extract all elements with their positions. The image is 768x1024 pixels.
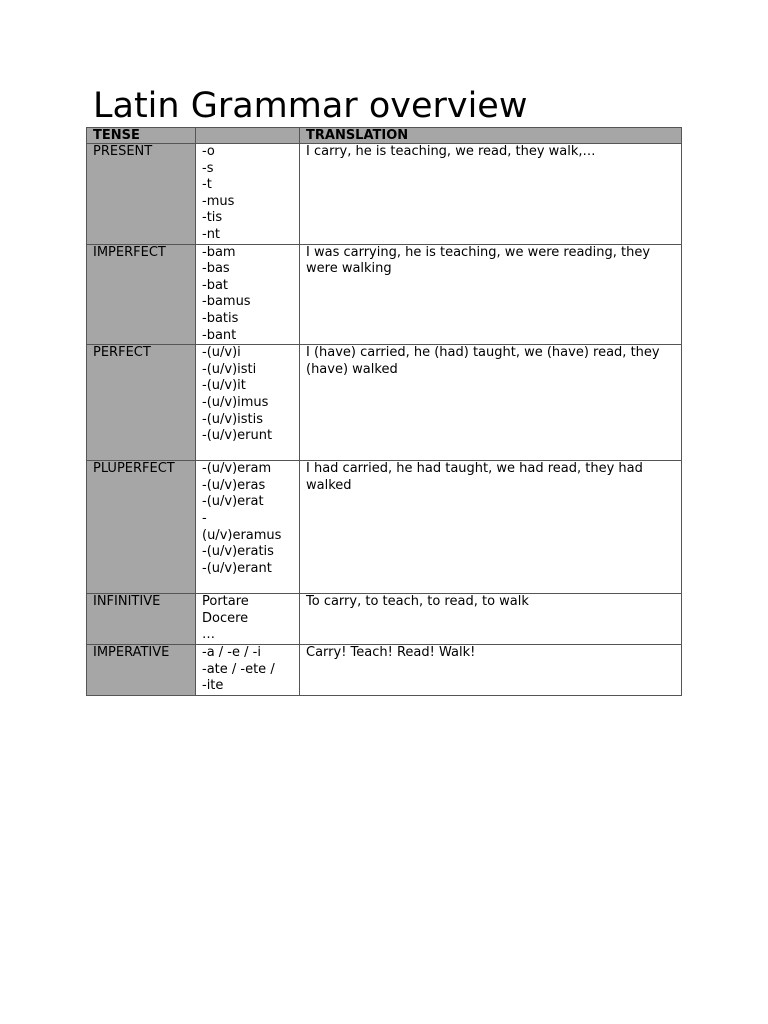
ending-item: -ate / -ete / — [202, 661, 275, 677]
translation-cell: Carry! Teach! Read! Walk! — [300, 644, 682, 695]
endings-cell — [196, 345, 300, 461]
translation-cell: To carry, to teach, to read, to walk — [300, 594, 682, 645]
table-row — [87, 461, 682, 594]
ending-item: -ite — [202, 678, 224, 694]
translation-cell: I (have) carried, he (had) taught, we (have) read, they (have) walked — [300, 345, 682, 461]
ending-item: -bant — [202, 327, 237, 343]
ending-item: … — [202, 627, 215, 643]
ending-item: -(u/v)erant — [202, 560, 272, 576]
ending-item: -(u/v)imus — [202, 394, 269, 410]
tense-cell: INFINITIVE — [87, 594, 196, 645]
ending-item: -(u/v)it — [202, 378, 246, 394]
tense-cell: PLUPERFECT — [87, 461, 196, 594]
table-row — [87, 644, 682, 695]
ending-item: -(u/v)erat — [202, 494, 264, 510]
endings-cell — [196, 644, 300, 695]
page-title: Latin Grammar overview — [93, 86, 528, 126]
ending-item: -(u/v)erunt — [202, 428, 273, 444]
table-row — [87, 594, 682, 645]
endings-cell — [196, 244, 300, 345]
table-row — [87, 244, 682, 345]
ending-item: -o — [202, 144, 215, 159]
translation-cell: I had carried, he had taught, we had read, they had walked — [300, 461, 682, 594]
tense-cell: IMPERFECT — [87, 244, 196, 345]
ending-item: -batis — [202, 310, 239, 326]
ending-item: -bas — [202, 261, 230, 277]
ending-item: -(u/v)istis — [202, 411, 264, 427]
ending-item: -bam — [202, 244, 236, 260]
table-header-row — [87, 128, 682, 144]
tense-cell: PERFECT — [87, 345, 196, 461]
ending-item: -(u/v)eras — [202, 477, 266, 493]
ending-item: -(u/v)i — [202, 345, 241, 361]
ending-item: -tis — [202, 210, 223, 226]
table-row — [87, 144, 682, 245]
ending-item: -(u/v)isti — [202, 361, 257, 377]
grammar-table — [86, 127, 682, 696]
ending-item: -mus — [202, 193, 235, 209]
translation-cell: I was carrying, he is teaching, we were reading, they were walking — [300, 244, 682, 345]
ending-item: - — [202, 510, 207, 526]
ending-item: (u/v)eramus — [202, 527, 282, 543]
ending-item: Portare — [202, 594, 249, 610]
ending-item: Docere — [202, 610, 249, 626]
header-translation: TRANSLATION — [300, 128, 682, 144]
ending-item: -(u/v)eram — [202, 461, 272, 477]
ending-item: -bamus — [202, 294, 251, 310]
ending-item: -(u/v)eratis — [202, 544, 274, 560]
header-tense: TENSE — [87, 128, 196, 144]
header-endings — [196, 128, 300, 144]
tense-cell: PRESENT — [87, 144, 196, 245]
ending-item: -bat — [202, 277, 229, 293]
ending-item: -t — [202, 177, 212, 193]
table-row — [87, 345, 682, 461]
ending-item: -a / -e / -i — [202, 644, 261, 660]
tense-cell: IMPERATIVE — [87, 644, 196, 695]
translation-cell: I carry, he is teaching, we read, they walk,… — [300, 144, 682, 245]
endings-cell — [196, 144, 300, 245]
endings-cell — [196, 461, 300, 594]
ending-item: -s — [202, 160, 214, 176]
endings-cell — [196, 594, 300, 645]
ending-item: -nt — [202, 226, 221, 242]
